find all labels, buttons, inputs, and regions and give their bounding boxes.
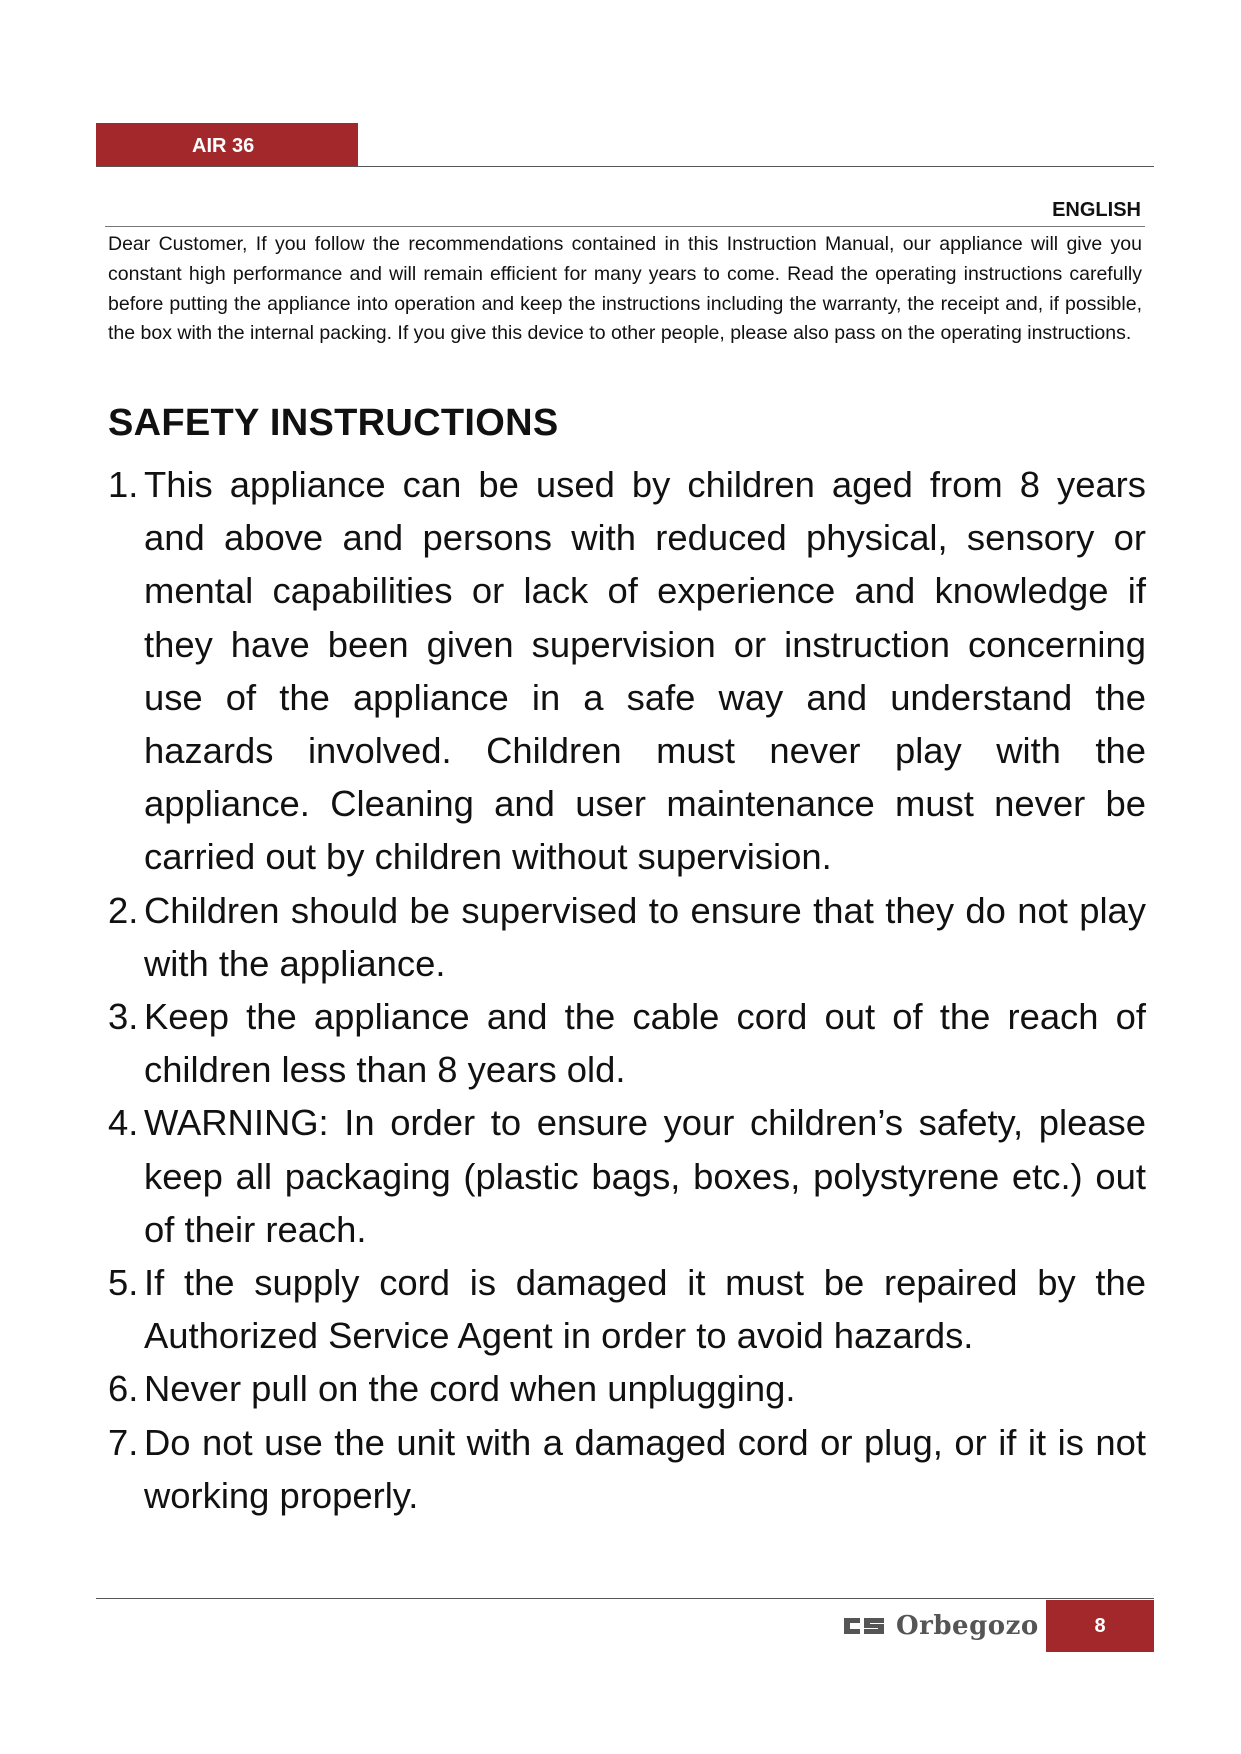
item-number: 4.: [108, 1102, 139, 1144]
item-number: 1.: [108, 464, 139, 505]
item-text: Do not use the unit with a damaged cord or plug, or if it is not working properly.: [144, 1421, 1146, 1516]
list-item: [108, 1096, 1146, 1256]
section-title: SAFETY INSTRUCTIONS: [108, 402, 559, 444]
item-number: 3.: [108, 996, 139, 1038]
list-item: [108, 884, 1146, 990]
footer-divider: [96, 1598, 1154, 1599]
item-text: Never pull on the cord when unplugging.: [144, 1368, 796, 1410]
item-text: Children should be supervised to ensure that they do not play with the appliance.: [144, 889, 1146, 984]
brand-mark-icon: [842, 1614, 886, 1638]
list-item: [108, 1362, 1146, 1415]
safety-list: [108, 458, 1146, 1522]
language-label: ENGLISH: [1052, 199, 1141, 221]
item-text: Keep the appliance and the cable cord out of the reach of children less than 8 years old.: [144, 996, 1146, 1091]
list-item: [108, 1416, 1146, 1522]
item-number: 6.: [108, 1368, 139, 1410]
model-label: AIR 36: [192, 135, 255, 157]
page-number: 8: [1094, 1615, 1106, 1637]
list-item: [108, 990, 1146, 1096]
list-item: [108, 1256, 1146, 1362]
item-text: WARNING: In order to ensure your children’s safety, please keep all packaging (plastic bags, boxes, polystyrene etc.) out of their reach.: [144, 1102, 1146, 1250]
item-number: 2.: [108, 889, 139, 931]
language-divider: [105, 226, 1145, 227]
model-tab: [96, 123, 358, 167]
brand-logo: [842, 1608, 1039, 1644]
item-number: 5.: [108, 1262, 139, 1304]
list-item: [108, 458, 1146, 884]
item-text: This appliance can be used by children aged from 8 years and above and persons with reduced physical, sensory or mental capabilities or lack of experience and knowledge if they have been given supervision or instruction concerning use of the appliance in a safe way and understand the hazards involved. Children must never play with the appliance. Cleaning and user maintenance must never be carried out by children without supervision.: [144, 464, 1146, 878]
header-divider: [96, 166, 1154, 167]
item-text: If the supply cord is damaged it must be repaired by the Authorized Service Agent in order to avoid hazards.: [144, 1262, 1146, 1357]
brand-name: Orbegozo: [896, 1611, 1039, 1641]
intro-paragraph: Dear Customer, If you follow the recommendations contained in this Instruction Manual, our appliance will give you constant high performance and will remain efficient for many years to come. Read the operating instructions carefully before putting the appliance into operation and keep the instructions including the warranty, the receipt and, if possible, the box with the internal packing. If you give this device to other people, please also pass on the operating instructions.: [108, 233, 1142, 345]
page-number-box: [1046, 1600, 1154, 1652]
item-number: 7.: [108, 1421, 139, 1463]
